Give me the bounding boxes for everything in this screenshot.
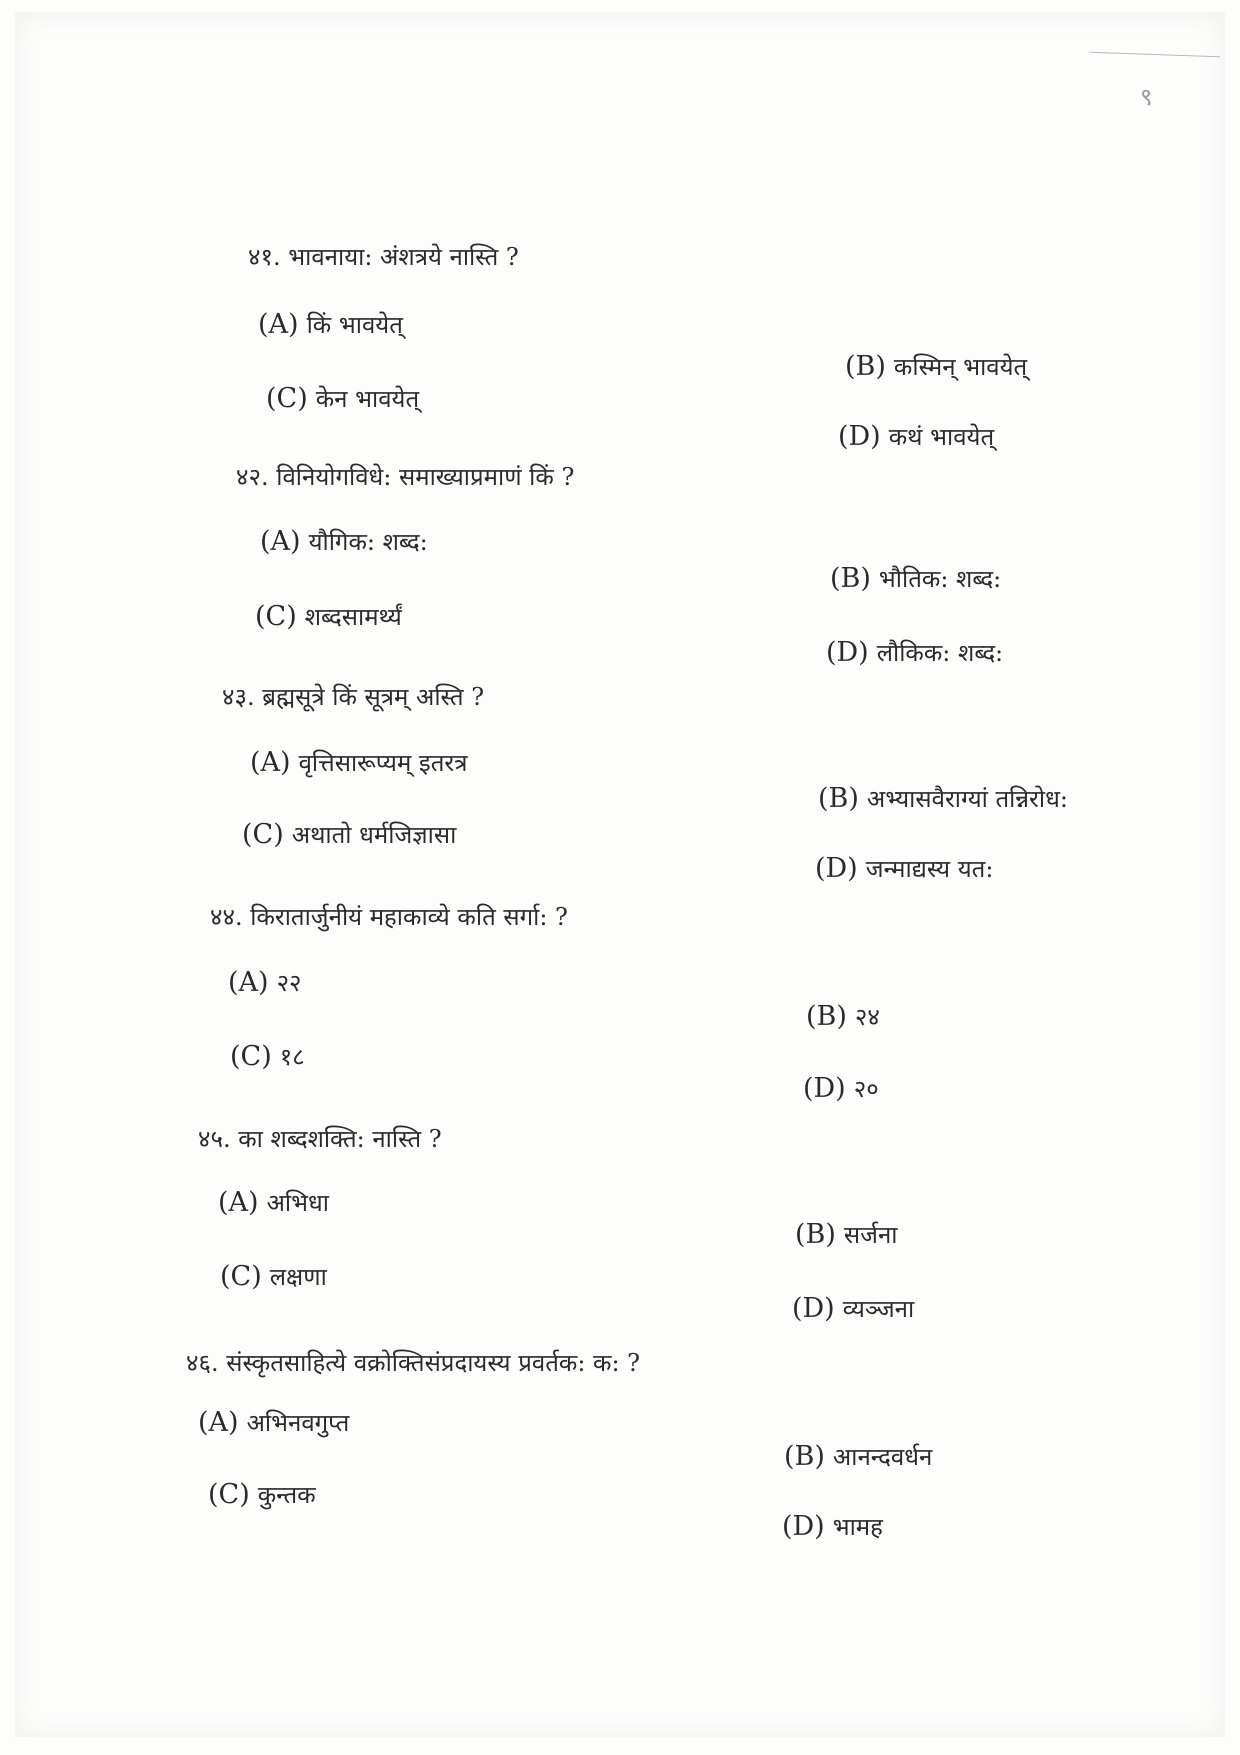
option-letter: (A) — [228, 967, 269, 998]
option-43-c[interactable] — [242, 818, 456, 851]
scan-shadow — [15, 12, 1225, 1737]
option-letter: (A) — [218, 1187, 259, 1218]
option-45-a[interactable] — [218, 1186, 329, 1219]
option-text: अभिनवगुप्त — [246, 1409, 350, 1437]
option-text: अथातो धर्मजिज्ञासा — [291, 821, 457, 849]
option-text: लक्षणा — [269, 1263, 327, 1291]
option-42-b[interactable] — [830, 562, 1001, 595]
option-44-a[interactable] — [228, 966, 302, 999]
option-letter: (A) — [258, 309, 299, 340]
option-text: कस्मिन् भावयेत् — [893, 353, 1028, 381]
option-45-d[interactable] — [792, 1292, 914, 1325]
option-letter: (D) — [803, 1073, 846, 1104]
question-number: ४२. — [236, 463, 269, 491]
option-42-a[interactable] — [260, 525, 428, 558]
option-43-b[interactable] — [818, 782, 1068, 815]
option-letter: (A) — [250, 747, 291, 778]
option-text: यौगिक: शब्द: — [308, 528, 428, 556]
page-number: ९ — [1140, 83, 1153, 111]
question-46 — [186, 1346, 640, 1379]
option-text: २० — [853, 1075, 879, 1103]
option-42-c[interactable] — [255, 600, 402, 633]
option-letter: (A) — [198, 1407, 239, 1438]
question-44 — [210, 900, 568, 933]
option-text: कथं भावयेत् — [888, 423, 995, 451]
option-letter: (B) — [806, 1001, 847, 1032]
option-text: वृत्तिसारूप्यम् इतरत्र — [298, 749, 468, 777]
option-text: किं भावयेत् — [306, 311, 403, 339]
option-text: सर्जना — [843, 1221, 898, 1249]
option-46-a[interactable] — [198, 1406, 349, 1439]
option-text: भामह — [832, 1513, 883, 1541]
option-letter: (D) — [792, 1293, 835, 1324]
option-44-c[interactable] — [230, 1040, 305, 1073]
corner-mark — [1090, 52, 1220, 58]
option-text: व्यञ्जना — [842, 1295, 915, 1323]
question-41 — [248, 240, 519, 273]
option-letter: (D) — [826, 637, 869, 668]
option-letter: (D) — [782, 1511, 825, 1542]
option-text: केन भावयेत् — [315, 385, 420, 413]
option-letter: (A) — [260, 526, 301, 557]
question-number: ४१. — [248, 243, 281, 271]
question-45 — [198, 1122, 442, 1155]
option-45-b[interactable] — [795, 1218, 898, 1251]
option-46-c[interactable] — [208, 1478, 316, 1511]
option-letter: (B) — [784, 1441, 825, 1472]
option-46-d[interactable] — [782, 1510, 883, 1543]
option-letter: (B) — [795, 1219, 836, 1250]
option-text: १८ — [279, 1043, 305, 1071]
option-text: भौतिक: शब्द: — [878, 565, 1002, 593]
option-44-d[interactable] — [803, 1072, 879, 1105]
question-number: ४६. — [186, 1349, 219, 1377]
option-letter: (C) — [220, 1261, 262, 1292]
option-letter: (D) — [838, 421, 881, 452]
question-text: का शब्दशक्ति: नास्ति ? — [238, 1125, 442, 1153]
option-letter: (C) — [266, 383, 308, 414]
option-text: शब्दसामर्थ्यं — [304, 603, 402, 631]
option-text: २४ — [854, 1003, 880, 1031]
option-41-d[interactable] — [838, 420, 994, 453]
option-letter: (B) — [830, 563, 871, 594]
option-41-b[interactable] — [845, 350, 1027, 383]
option-text: २२ — [276, 969, 302, 997]
option-letter: (B) — [818, 783, 859, 814]
question-43 — [222, 680, 484, 713]
option-letter: (B) — [845, 351, 886, 382]
question-42 — [236, 460, 574, 493]
option-41-c[interactable] — [266, 382, 419, 415]
option-43-d[interactable] — [815, 852, 993, 885]
option-letter: (D) — [815, 853, 858, 884]
option-letter: (C) — [242, 819, 284, 850]
option-letter: (C) — [208, 1479, 250, 1510]
option-text: अभ्यासवैराग्यां तन्निरोध: — [866, 785, 1068, 813]
question-text: किरातार्जुनीयं महाकाव्ये कति सर्गा: ? — [250, 903, 568, 931]
option-text: जन्माद्यस्य यत: — [865, 855, 994, 883]
question-number: ४३. — [222, 683, 255, 711]
option-41-a[interactable] — [258, 308, 403, 341]
option-45-c[interactable] — [220, 1260, 327, 1293]
question-text: ब्रह्मसूत्रे किं सूत्रम् अस्ति ? — [262, 683, 485, 711]
option-43-a[interactable] — [250, 746, 467, 779]
question-text: विनियोगविधे: समाख्याप्रमाणं किं ? — [276, 463, 575, 491]
question-number: ४४. — [210, 903, 243, 931]
question-number: ४५. — [198, 1125, 231, 1153]
option-text: लौकिक: शब्द: — [876, 639, 1004, 667]
option-44-b[interactable] — [806, 1000, 880, 1033]
question-text: भावनाया: अंशत्रये नास्ति ? — [288, 243, 519, 271]
option-letter: (C) — [255, 601, 297, 632]
question-text: संस्कृतसाहित्ये वक्रोक्तिसंप्रदायस्य प्रवर्तक: क: ? — [226, 1349, 641, 1377]
option-letter: (C) — [230, 1041, 272, 1072]
option-text: कुन्तक — [257, 1481, 316, 1509]
option-42-d[interactable] — [826, 636, 1003, 669]
option-text: अभिधा — [266, 1189, 329, 1217]
option-text: आनन्दवर्धन — [832, 1443, 933, 1471]
option-46-b[interactable] — [784, 1440, 932, 1473]
